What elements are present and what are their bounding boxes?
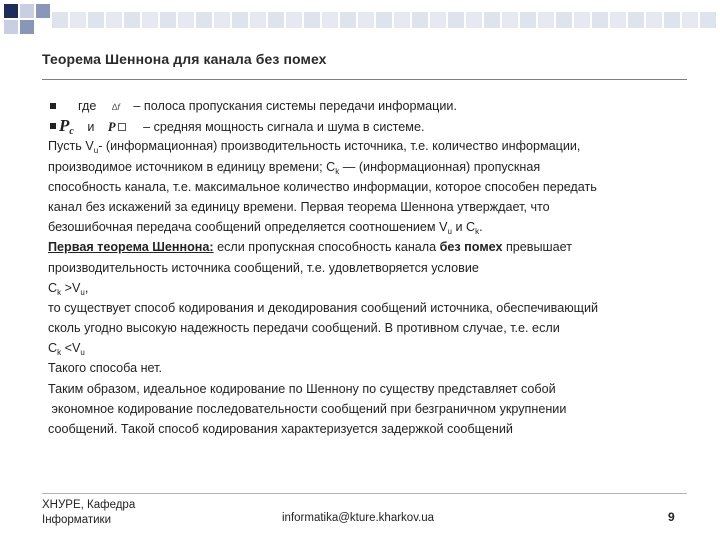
text-line-6: канал без искажений за единицу времени. Первая теорема Шеннона утверждает, что xyxy=(48,199,550,214)
text-fragment: безошибочная передача сообщений определяется соотношением V xyxy=(48,220,448,235)
bullet-line-power xyxy=(50,116,700,136)
footer-divider xyxy=(42,493,687,494)
text-line-14: Такого способа нет. xyxy=(48,361,163,376)
text-line-5: способность канала, т.е. максимальное количество информации, которое способен передать xyxy=(48,179,597,194)
text-where: где xyxy=(78,99,97,113)
subscript-k: k xyxy=(57,348,62,358)
noise-subscript-box-icon xyxy=(118,123,126,131)
footer-org-line2: Інформатики xyxy=(42,514,111,526)
text-line-17: сообщений. Такой способ кодирования характеризуется задержкой сообщений xyxy=(48,422,513,436)
text-fragment: если пропускная способность канала xyxy=(213,240,440,255)
signal-power-symbol: P xyxy=(59,116,70,136)
footer-org-line1: ХНУРЕ, Кафедра xyxy=(42,499,136,511)
text-and: и xyxy=(87,120,95,135)
text-fragment: и C xyxy=(451,220,476,235)
text-fragment: C xyxy=(48,341,58,356)
page-number: 9 xyxy=(668,510,675,524)
text-emphasis: без помех xyxy=(439,240,503,255)
text-line-7 xyxy=(48,217,700,237)
text-fragment: <V xyxy=(61,341,81,356)
bullet-square-icon xyxy=(50,123,56,129)
text-fragment: C xyxy=(48,280,58,295)
bullet-square-icon xyxy=(50,103,56,109)
footer-organization xyxy=(42,498,135,528)
text-line-3 xyxy=(48,136,700,156)
subscript-k: k xyxy=(335,166,340,176)
title-divider xyxy=(42,79,687,80)
text-fragment: производимое источником в единицу времени; C xyxy=(48,159,336,174)
header-decoration xyxy=(0,0,720,40)
subscript-u: u xyxy=(80,287,85,297)
text-line-12: сколь угодно высокую надежность передачи сообщений. В противном случае, т.е. если xyxy=(48,321,560,336)
text-fragment: , xyxy=(84,280,89,295)
text-line-4 xyxy=(48,157,700,177)
subscript-u: u xyxy=(447,227,452,237)
condition-greater xyxy=(48,278,700,298)
subscript-u: u xyxy=(80,348,85,358)
delta-f-symbol: ∆f xyxy=(111,102,120,112)
text-fragment: - (информационная) производительность источника, т.е. количество информации, xyxy=(98,139,581,154)
text-fragment: Пусть V xyxy=(48,139,94,154)
subscript-k: k xyxy=(475,227,480,237)
theorem-statement-line xyxy=(48,237,700,257)
subscript-u: u xyxy=(93,146,99,156)
condition-less xyxy=(48,338,700,358)
text-bandwidth-desc: – полоса пропускания системы передачи информации. xyxy=(133,99,457,113)
text-line-15: Таким образом, идеальное кодирование по Шеннону по существу представляет собой xyxy=(48,381,556,396)
text-fragment: >V xyxy=(61,280,81,295)
slide-title: Теорема Шеннона для канала без помех xyxy=(42,51,327,67)
text-power-desc: – средняя мощность сигнала и шума в системе. xyxy=(143,120,425,135)
footer-email: informatika@kture.kharkov.ua xyxy=(282,512,435,524)
signal-power-subscript: c xyxy=(69,126,74,138)
text-fragment: — (информационная) пропускная xyxy=(339,159,541,174)
text-line-9: производительность источника сообщений, т.е. удовлетворяется условие xyxy=(48,260,479,275)
text-fragment: . xyxy=(479,220,483,235)
bullet-line-bandwidth xyxy=(50,96,700,116)
theorem-heading: Первая теорема Шеннона: xyxy=(48,240,214,255)
noise-power-symbol: P xyxy=(107,120,116,135)
slide-body xyxy=(50,96,700,439)
text-line-11: то существует способ кодирования и декодирования сообщений источника, обеспечивающий xyxy=(48,300,599,315)
text-fragment: превышает xyxy=(502,240,573,255)
text-line-16: экономное кодирование последовательности сообщений при безграничном укрупнении xyxy=(48,401,567,416)
subscript-k: k xyxy=(57,287,62,297)
